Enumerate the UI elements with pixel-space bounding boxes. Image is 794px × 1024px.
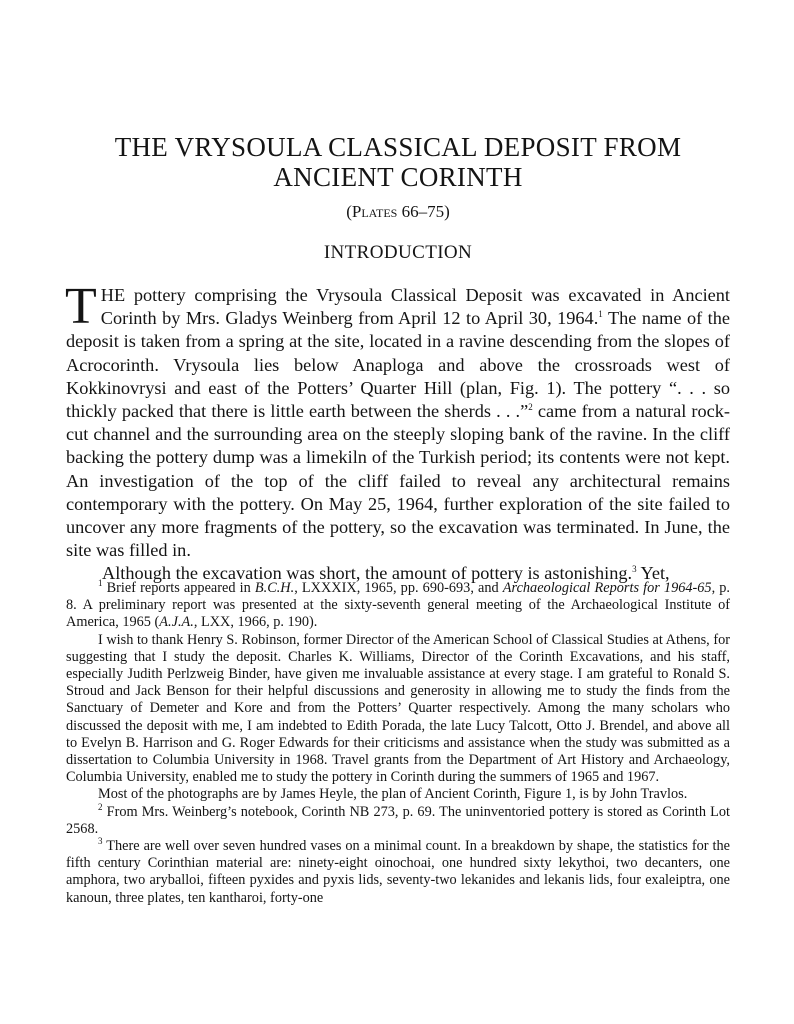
footnotes: [66, 580, 730, 907]
drop-cap: T: [65, 278, 97, 335]
main-body-text: [65, 278, 730, 586]
footnote-3: $^3$ There are well over seven hundred vases on a minimal count. In a breakdown by shape, the statistics for the fifth century Corinthian material are: ninety-eight oinochoai, one hundred sixty lekythoi, two decanters, one amphora, two aryballoi, fifteen pyxides and pyxis lids, seventy-two lekanides and lekanis lids, four exaleiptra, one kanoun, three plates, ten kantharoi, forty-one: [66, 836, 730, 906]
paragraph-2: Although the excavation was short, the amount of pottery is astonishing.$^3$ Yet,: [102, 563, 670, 584]
footnote-ref-1: 1: [598, 309, 603, 320]
footnote-ref-2: 2: [528, 401, 533, 412]
footnote-1-photographs: Most of the photographs are by James Heyle, the plan of Ancient Corinth, Figure 1, is by John Travlos.: [98, 786, 688, 803]
section-heading: INTRODUCTION: [323, 242, 473, 263]
footnote-2: $^2$ From Mrs. Weinberg’s notebook, Corinth NB 273, p. 69. The uninventoried pottery is stored as Corinth Lot 2568.: [66, 801, 730, 837]
footnote-1-acknowledgements: I wish to thank Henry S. Robinson, former Director of the American School of Classical Studies at Athens, for suggesting that I study the deposit. Charles K. Williams, Director of the Corinth Excavations, and his staff, especially Judith Perlzweig Binder, have given me invaluable assistance at every stage. I am grateful to Ronald S. Stroud and Jack Benson for their helpful discussions and generosity in allowing me to study the finds from the Sanctuary of Demeter and Kore and from the Potters’ Quarter respectively. Among the many scholars who discussed the deposit with me, I am indebted to Edith Porada, the late Lucy Talcott, Otto J. Brendel, and above all to Evelyn B. Harrison and G. Roger Edwards for their criticisms and assistance when the study was submitted as a dissertation to Columbia University in 1968. Travel grants from the Department of Art History and Archaeology, Columbia University, enabled me to study the pottery in Corinth during the summers of 1965 and 1967.: [66, 631, 730, 786]
paragraph-1: THE pottery comprising the Vrysoula Classical Deposit was excavated in Ancient Corinth by Mrs. Gladys Weinberg from April 12 to April 30, 1964.$^1$ The name of the deposit is taken from a spring at the site, located in a ravine descending from the slopes of Acrocorinth. Vrysoula lies below Anaploga and above the crossroads west of Kokkinovrysi and east of the Potters’ Quarter Hill (plan, Fig. 1). The pottery “. . . so thickly packed that there is little earth between the sherds . . .”$^2$ came from a natural rock-cut channel and the surrounding area on the steeply sloping bank of the ravine. In the cliff backing the pottery dump was a limekiln of the Turkish period; its contents were not kept. An investigation of the top of the cliff failed to reveal any architectural remains contemporary with the pottery. On May 25, 1964, further exploration of the site failed to uncover any more fragments of the pottery, so the excavation was terminated. In June, the site was filled in.: [65, 278, 730, 561]
title-line-2: ANCIENT CORINTH: [273, 162, 523, 192]
plates-range: 66–75): [397, 202, 450, 221]
footnote-1: $^1$ Brief reports appeared in B.C.H., LXXXIX, 1965, pp. 690-693, and Archaeological Reports for 1964-65, p. 8. A preliminary report was presented at the sixty-seventh general meeting of the Archaeological Institute of America, 1965 (A.J.A., LXX, 1966, p. 190).: [66, 578, 730, 631]
plates-reference: (Plates 66–75): [346, 202, 450, 221]
title-line-1: THE VRYSOULA CLASSICAL DEPOSIT FROM: [114, 132, 682, 162]
plates-label: Plates: [351, 202, 398, 221]
article-title: [66, 132, 730, 192]
footnote-ref-3: 3: [632, 564, 637, 575]
